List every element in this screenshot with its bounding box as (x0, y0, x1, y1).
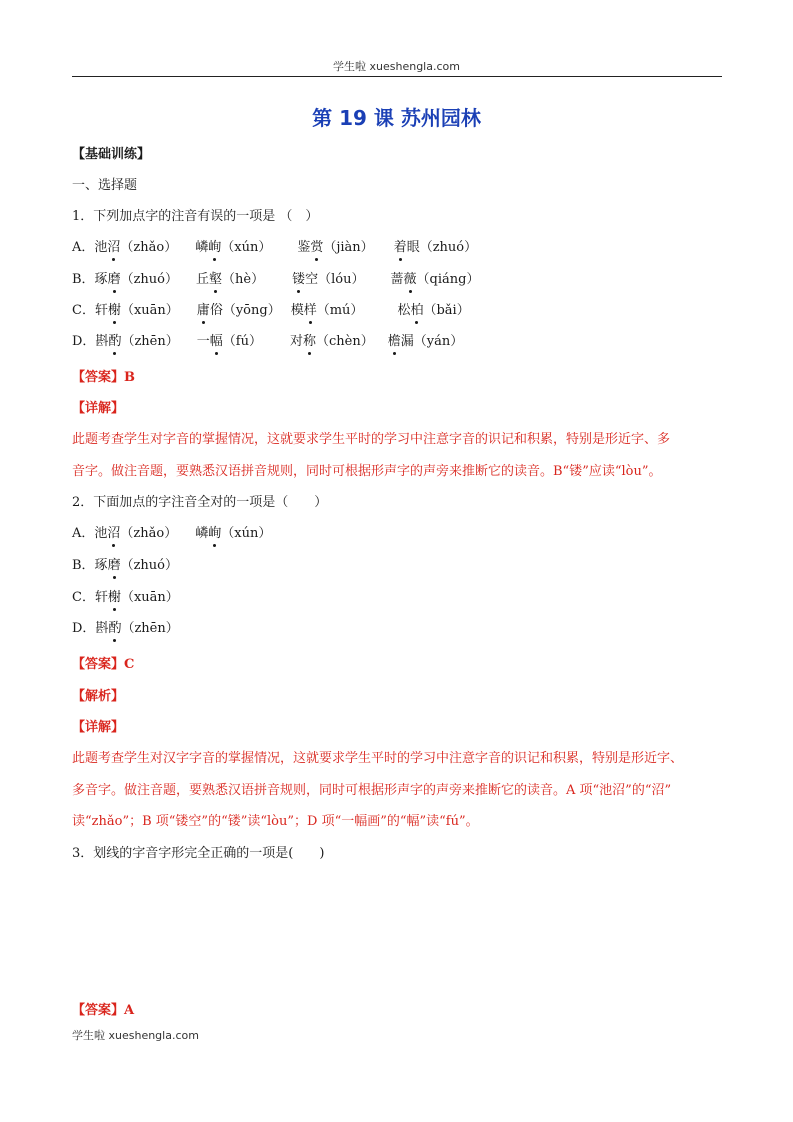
q1-d-pinyin-4: （yán） (413, 334, 464, 349)
q1-a-pinyin-3: （jiàn） (323, 240, 374, 255)
q2-b-pinyin-1: （zhuó） (120, 558, 178, 573)
q1-stem: 1．下列加点字的注音有误的一项是 （ ） (72, 209, 319, 224)
q1-option-b (72, 272, 479, 288)
section-label: 【基础训练】 (72, 147, 151, 162)
q2-c-text-1: C．轩 (72, 590, 108, 605)
q2-d-text-1: D．斟 (72, 621, 109, 636)
q2-d-pinyin-1: （zhēn） (121, 621, 179, 636)
q1-d-text-2: 一 (196, 334, 210, 349)
q1-c-pinyin-2: （yōng） (222, 303, 281, 318)
q1-b-dotted-2: 壑 (209, 272, 223, 287)
q1-a-text-3: 鉴 (297, 240, 311, 255)
q1-b-pinyin-2: （hè） (222, 272, 265, 287)
q2-option-b (72, 558, 178, 574)
q1-a-text-4: 眼 (406, 240, 420, 255)
header-divider (72, 76, 722, 77)
q2-option-a (72, 526, 271, 542)
q2-detail-line-2: 多音字。做注音题，要熟悉汉语拼音规则，同时可根据形声字的声旁来推断它的读音。A 项“池沼”的“沼” (72, 783, 672, 798)
q1-b-pinyin-1: （zhuó） (120, 272, 178, 287)
q2-c-pinyin-1: （xuān） (120, 590, 179, 605)
q1-a-dotted-1: 沼 (107, 240, 121, 255)
q1-b-dotted-3: 镂 (292, 272, 306, 287)
q2-d-dotted-1: 酌 (108, 621, 122, 636)
q2-stem: 2．下面加点的字注音全对的一项是（ ） (72, 495, 328, 510)
q1-c-text-1: C．轩 (72, 303, 108, 318)
q2-detail-label: 【详解】 (72, 720, 125, 735)
q1-a-dotted-3: 赏 (310, 240, 324, 255)
q1-a-pinyin-2: （xún） (221, 240, 272, 255)
q1-option-c (72, 303, 470, 319)
q1-a-pinyin-1: （zhǎo） (120, 240, 178, 255)
q2-c-dotted-1: 榭 (107, 590, 121, 605)
q1-d-dotted-3: 称 (302, 334, 316, 349)
q1-detail-line-2: 音字。做注音题，要熟悉汉语拼音规则，同时可根据形声字的声旁来推断它的读音。B“镂”应读“lòu”。 (72, 464, 662, 479)
q1-d-text-1: D．斟 (72, 334, 109, 349)
q1-c-text-4: 松 (397, 303, 411, 318)
q2-b-dotted-1: 磨 (107, 558, 121, 573)
q1-b-text-3: 空 (305, 272, 319, 287)
q2-option-c (72, 590, 179, 606)
q1-a-text-1: A．池 (72, 240, 108, 255)
page-title: 第 19 课 苏州园林 (312, 106, 481, 130)
q1-d-dotted-1: 酌 (108, 334, 122, 349)
header-site-name: 学生啦 xueshengla.com (333, 60, 460, 73)
q2-detail-line-3: 读“zhǎo”；B 项“镂空”的“镂”读“lòu”；D 项“一幅画”的“幅”读“fú”。 (72, 814, 479, 829)
q1-b-pinyin-3: （lóu） (318, 272, 365, 287)
footer-site-name: 学生啦 xueshengla.com (72, 1029, 199, 1042)
q1-detail-label: 【详解】 (72, 401, 125, 416)
q2-a-dotted-1: 沼 (107, 526, 121, 541)
q1-a-dotted-4: 着 (393, 240, 407, 255)
q1-b-pinyin-4: （qiáng） (416, 272, 480, 287)
q1-d-dotted-2: 幅 (209, 334, 223, 349)
q2-a-dotted-2: 峋 (208, 526, 222, 541)
q2-a-pinyin-1: （zhǎo） (120, 526, 178, 541)
q1-d-text-3: 对 (289, 334, 303, 349)
q1-answer: 【答案】B (72, 370, 135, 385)
q1-b-dotted-4: 薇 (403, 272, 417, 287)
q1-d-pinyin-3: （chèn） (316, 334, 374, 349)
q1-c-dotted-4: 柏 (410, 303, 424, 318)
q1-b-text-2: 丘 (196, 272, 210, 287)
q1-b-text-1: B．琢 (72, 272, 108, 287)
q2-option-d (72, 621, 179, 637)
q1-c-pinyin-4: （bǎi） (423, 303, 470, 318)
q2-detail-line-1: 此题考查学生对汉字字音的掌握情况，这就要求学生平时的学习中注意字音的识记和积累，特别是形近字、 (72, 751, 684, 766)
q1-c-dotted-1: 榭 (107, 303, 121, 318)
q1-a-text-2: 嶙 (195, 240, 209, 255)
q1-d-pinyin-1: （zhēn） (121, 334, 179, 349)
q1-a-pinyin-4: （zhuó） (419, 240, 478, 255)
q1-c-dotted-3: 样 (303, 303, 317, 318)
q2-a-text-1: A．池 (72, 526, 108, 541)
q2-a-text-2: 嶙 (195, 526, 209, 541)
q1-c-text-2: 俗 (209, 303, 223, 318)
q1-d-text-4: 漏 (400, 334, 414, 349)
q1-b-text-4: 蔷 (390, 272, 404, 287)
q3-answer: 【答案】A (72, 1003, 135, 1018)
q1-detail-line-1: 此题考查学生对字音的掌握情况，这就要求学生平时的学习中注意字音的识记和积累，特别是形近字、多 (72, 432, 671, 447)
q1-option-a (72, 240, 477, 256)
q1-c-text-3: 模 (290, 303, 304, 318)
q1-d-pinyin-2: （fú） (222, 334, 262, 349)
q1-d-dotted-4: 檐 (387, 334, 401, 349)
q2-b-text-1: B．琢 (72, 558, 108, 573)
q1-option-d (72, 334, 463, 350)
q2-answer: 【答案】C (72, 657, 135, 672)
q2-analysis-label: 【解析】 (72, 689, 125, 704)
q1-c-pinyin-1: （xuān） (120, 303, 179, 318)
q1-a-dotted-2: 峋 (208, 240, 222, 255)
q3-stem: 3．划线的字音字形完全正确的一项是( ) (72, 846, 325, 861)
q1-c-dotted-2: 庸 (196, 303, 210, 318)
q2-a-pinyin-2: （xún） (221, 526, 272, 541)
q1-c-pinyin-3: （mú） (316, 303, 364, 318)
q1-b-dotted-1: 磨 (107, 272, 121, 287)
part-heading: 一、选择题 (72, 178, 138, 193)
